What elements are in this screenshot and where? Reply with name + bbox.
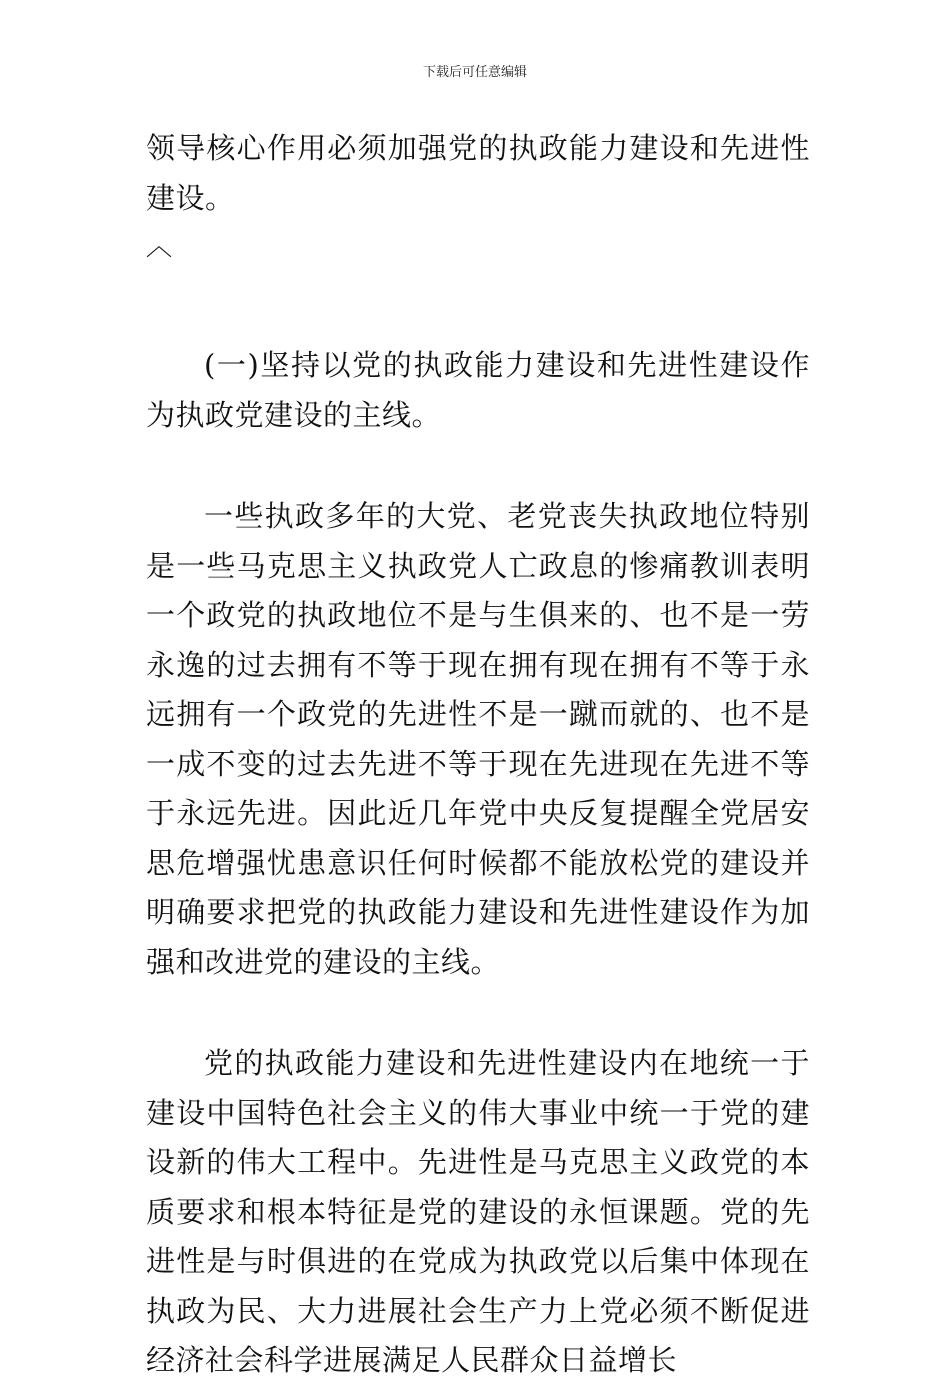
spacer [146,987,810,1039]
document-body [146,124,810,1386]
spacer [146,440,810,492]
paragraph-unity: 党的执政能力建设和先进性建设内在地统一于建设中国特色社会主义的伟大事业中统一于党的建设新的伟大工程中。先进性是马克思主义政党的本质要求和根本特征是党的建设的永恒课题。党的先进性是与时俱进的在党成为执政党以后集中体现在执政为民、大力进展社会生产力上党必须不断促进经济社会科学进展满足人民群众日益增长 [146,1046,810,1377]
page-header: 下载后可任意编辑 [422,65,527,80]
paragraph-continuation: 领导核心作用必须加强党的执政能力建设和先进性建设。 [146,131,810,215]
spacer [146,287,810,341]
section-heading: (一)坚持以党的执政能力建设和先进性建设作为执政党建设的主线。 [146,348,810,432]
paragraph-lessons: 一些执政多年的大党、老党丧失执政地位特别是一些马克思主义执政党人亡政息的惨痛教训表明一个政党的执政地位不是与生俱来的、也不是一劳永逸的过去拥有不等于现在拥有现在拥有不等于永远拥有一个政党的先进性不是一蹴而就的、也不是一成不变的过去先进不等于现在先进现在先进不等于永远先进。因此近几年党中央反复提醒全党居安思危增强忧患意识任何时候都不能放松党的建设并明确要求把党的执政能力建设和先进性建设作为加强和改进党的建设的主线。 [146,499,810,979]
caret-mark: ︿ [146,232,173,262]
